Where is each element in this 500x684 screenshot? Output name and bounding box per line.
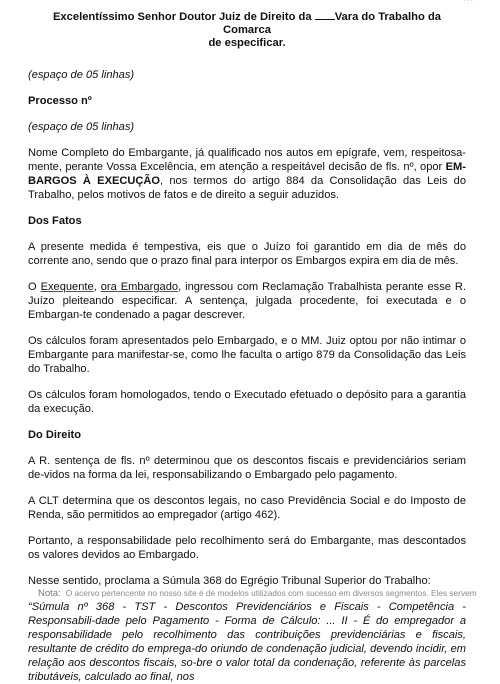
fatos-paragraph-4: Os cálculos foram homologados, tendo o Executado efetuado o depósito para a garantia da execução. [28, 389, 466, 415]
footer-nota-label: Nota: [38, 588, 61, 599]
sumula-quote: “Súmula nº 368 - TST - Descontos Previdenciários e Fiscais - Competência - Responsabili-dade pelo Pagamento - Forma de Cálculo: ... II - É do empregador a responsabilidade pelo recolhimento das contribuições previdenciárias e fiscais, resultante de crédito do emprega-do oriundo de condenação judicial, devendo incidir, em relação aos descontos fiscais, so-bre o valor total da condenação, referente às parcelas tributáveis, calculado ao final, nos [28, 601, 466, 683]
title-part-1: Excelentíssimo Senhor Doutor Juiz de Direito da [52, 11, 315, 23]
intro-bold-text: EM-BARGOS À EXECUÇÃO [28, 161, 466, 187]
corner-label [463, 0, 474, 3]
direito-paragraph-4: Nesse sentido, proclama a Súmula 368 do Egrégio Tribunal Superior do Trabalho: [28, 575, 431, 587]
direito-paragraph-1: A R. sentença de fls. nº determinou que os descontos fiscais e previdenciários seriam de-vidos na forma da lei, responsabilizando o Embargado pelo pagamento. [28, 455, 466, 481]
fatos-p2-text-1: O [28, 281, 41, 293]
title-line-2: de especificar. [208, 37, 286, 49]
fatos-paragraph-3: Os cálculos foram apresentados pelo Embargado, e o MM. Juiz optou por não intimar o Embargante para manifestar-se, como lhe faculta o artigo 879 da Consolidação das Leis do Trabalho. [28, 335, 466, 375]
intro-text-1: Nome Completo do Embargante, já qualificado nos autos em epígrafe, vem, respeitosa-mente, perante Vossa Excelência, em atenção a respeitável decisão de fls. nº, opor [28, 147, 466, 173]
title-blank-line [315, 10, 335, 20]
spacing-note-2: (espaço de 05 linhas) [28, 121, 135, 133]
heading-fatos: Dos Fatos [28, 215, 82, 227]
intro-paragraph [28, 146, 466, 202]
fatos-p2-underlined-2: ora Embargado [100, 281, 179, 293]
direito-paragraph-2: A CLT determina que os descontos legais, no caso Previdência Social e do Imposto de Renda, são permitidos ao empregador (artigo 462). [28, 495, 466, 521]
footer-note [38, 588, 498, 599]
document-title [28, 10, 466, 50]
direito-paragraph-3: Portanto, a responsabilidade pelo recolhimento será do Embargante, mas descontados os valores devidos ao Embargado. [28, 535, 466, 561]
title-part-2: Vara do Trabalho da Comarca [223, 11, 442, 36]
fatos-p2-text-2: , [93, 281, 101, 293]
heading-direito: Do Direito [28, 429, 82, 441]
processo-label: Processo nº [28, 95, 92, 107]
fatos-paragraph-1: A presente medida é tempestiva, eis que o Juízo foi garantido em dia de mês do corrente ano, sendo que o prazo final para interpor os Embargos expira em dia de mês. [28, 241, 466, 267]
fatos-paragraph-2 [28, 280, 466, 322]
fatos-p2-underlined-1: Exequente [40, 281, 94, 293]
spacing-note-1: (espaço de 05 linhas) [28, 69, 135, 81]
fatos-p2-text-3: , ingressou com Reclamação Trabalhista perante esse R. Juízo pleiteando especificar. A sentença, julgada procedente, foi executada e o Embargan-te condenado a pagar descrever. [28, 281, 466, 321]
document-content [28, 10, 466, 684]
intro-text-2: , nos termos do artigo 884 da Consolidação das Leis do Trabalho, pelos motivos de fatos e de direito a seguir aduzidos. [28, 175, 466, 201]
footer-nota-text: O acervo pertencente no nosso site é de modelos utilizados com sucesso em diversos segmentos. Eles servem [65, 588, 477, 598]
